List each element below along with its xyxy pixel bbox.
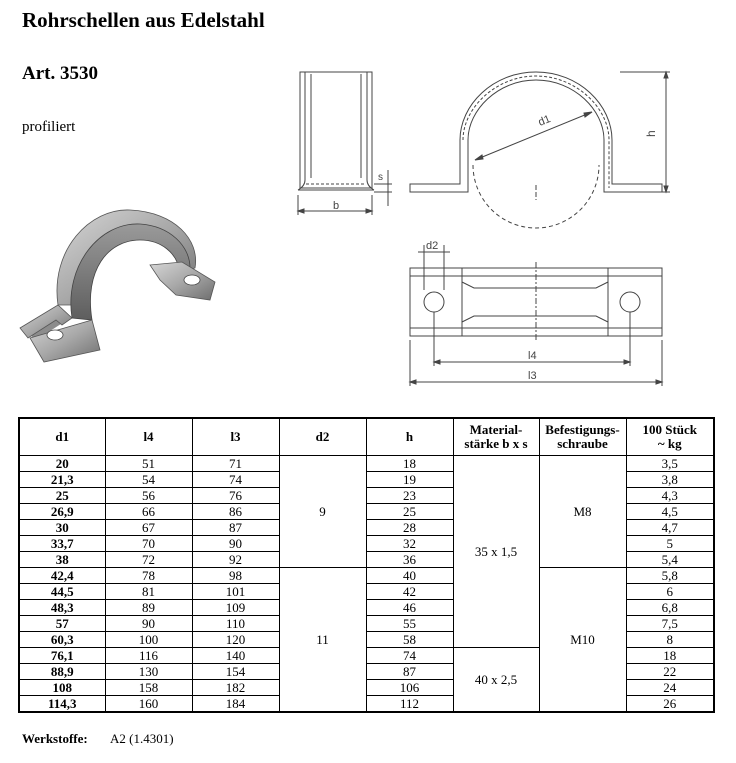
pipe-clamp-3d-image [20,210,215,362]
cell-d1: 26,9 [19,504,105,520]
cell-l3: 184 [192,696,279,713]
cell-l4: 81 [105,584,192,600]
cell-l3: 86 [192,504,279,520]
cell-h: 74 [366,648,453,664]
cell-l3: 74 [192,472,279,488]
cell-kg: 4,5 [626,504,714,520]
cell-l3: 140 [192,648,279,664]
cell-l4: 89 [105,600,192,616]
cell-l3: 154 [192,664,279,680]
cell-l4: 78 [105,568,192,584]
dim-label-h: h [644,130,658,137]
dimension-table [18,417,715,713]
materials-note [22,731,174,747]
cell-d1: 60,3 [19,632,105,648]
cell-kg: 22 [626,664,714,680]
cell-d1: 57 [19,616,105,632]
header-d2: d2 [279,418,366,456]
cell-d1: 30 [19,520,105,536]
cell-d1: 114,3 [19,696,105,713]
cell-d1: 20 [19,456,105,472]
article-number: Art. 3530 [22,63,98,84]
cell-kg: 3,5 [626,456,714,472]
cell-h: 55 [366,616,453,632]
cell-kg: 5 [626,536,714,552]
cell-l4: 158 [105,680,192,696]
cell-kg: 18 [626,648,714,664]
cell-l4: 70 [105,536,192,552]
cell-l3: 120 [192,632,279,648]
cell-kg: 26 [626,696,714,713]
cell-l4: 130 [105,664,192,680]
cell-d1: 48,3 [19,600,105,616]
cell-l4: 67 [105,520,192,536]
cell-kg: 6 [626,584,714,600]
cell-l4: 56 [105,488,192,504]
cell-d1: 33,7 [19,536,105,552]
cell-l4: 160 [105,696,192,713]
cell-l3: 92 [192,552,279,568]
cell-d1: 25 [19,488,105,504]
cell-l3: 98 [192,568,279,584]
cell-material-group: 35 x 1,5 [453,456,539,648]
front-view-drawing [410,72,670,228]
cell-d2-group: 11 [279,568,366,713]
header-screw: Befestigungs- schraube [539,418,626,456]
cell-h: 58 [366,632,453,648]
cell-d2-group: 9 [279,456,366,568]
cell-kg: 8 [626,632,714,648]
cell-kg: 24 [626,680,714,696]
table-row [19,456,714,472]
dim-label-s: s [378,172,383,183]
cell-l4: 90 [105,616,192,632]
cell-d1: 42,4 [19,568,105,584]
cell-l4: 116 [105,648,192,664]
header-h: h [366,418,453,456]
materials-label: Werkstoffe: [22,731,88,746]
cell-l4: 51 [105,456,192,472]
cell-l3: 71 [192,456,279,472]
dim-label-l4: l4 [528,350,537,362]
cell-h: 42 [366,584,453,600]
page-title: Rohrschellen aus Edelstahl [22,8,265,32]
cell-material-group: 40 x 2,5 [453,648,539,713]
dim-label-d2: d2 [426,240,439,252]
cell-d1: 44,5 [19,584,105,600]
cell-d1: 38 [19,552,105,568]
cell-h: 32 [366,536,453,552]
cell-l3: 87 [192,520,279,536]
cell-h: 25 [366,504,453,520]
cell-l3: 90 [192,536,279,552]
cell-kg: 7,5 [626,616,714,632]
cell-l3: 101 [192,584,279,600]
dim-label-l3: l3 [528,370,537,382]
dim-label-d1: d1 [536,113,553,129]
header-material: Material- stärke b x s [453,418,539,456]
header-d1: d1 [19,418,105,456]
table-row [19,568,714,584]
cell-d1: 88,9 [19,664,105,680]
materials-value: A2 (1.4301) [110,731,174,746]
cell-kg: 5,4 [626,552,714,568]
product-variant: profiliert [22,119,76,135]
cell-l4: 100 [105,632,192,648]
cell-h: 46 [366,600,453,616]
cell-kg: 4,3 [626,488,714,504]
cell-kg: 5,8 [626,568,714,584]
cell-l3: 110 [192,616,279,632]
cell-d1: 21,3 [19,472,105,488]
cell-kg: 3,8 [626,472,714,488]
cell-d1: 108 [19,680,105,696]
cell-h: 23 [366,488,453,504]
cell-screw-group: M10 [539,568,626,713]
header-weight: 100 Stück ~ kg [626,418,714,456]
cell-h: 40 [366,568,453,584]
header-l3: l3 [192,418,279,456]
cell-screw-group: M8 [539,456,626,568]
cell-d1: 76,1 [19,648,105,664]
cell-h: 28 [366,520,453,536]
cell-h: 19 [366,472,453,488]
cell-h: 18 [366,456,453,472]
cell-l3: 109 [192,600,279,616]
dim-label-b: b [333,200,340,212]
cell-l3: 182 [192,680,279,696]
top-view-drawing [410,245,662,386]
header-l4: l4 [105,418,192,456]
cell-l4: 72 [105,552,192,568]
cell-kg: 4,7 [626,520,714,536]
cell-l4: 66 [105,504,192,520]
cell-l4: 54 [105,472,192,488]
cell-h: 36 [366,552,453,568]
side-view-drawing [298,72,392,215]
cell-h: 106 [366,680,453,696]
cell-kg: 6,8 [626,600,714,616]
cell-h: 112 [366,696,453,713]
cell-h: 87 [366,664,453,680]
table-header-row [19,418,714,456]
cell-l3: 76 [192,488,279,504]
